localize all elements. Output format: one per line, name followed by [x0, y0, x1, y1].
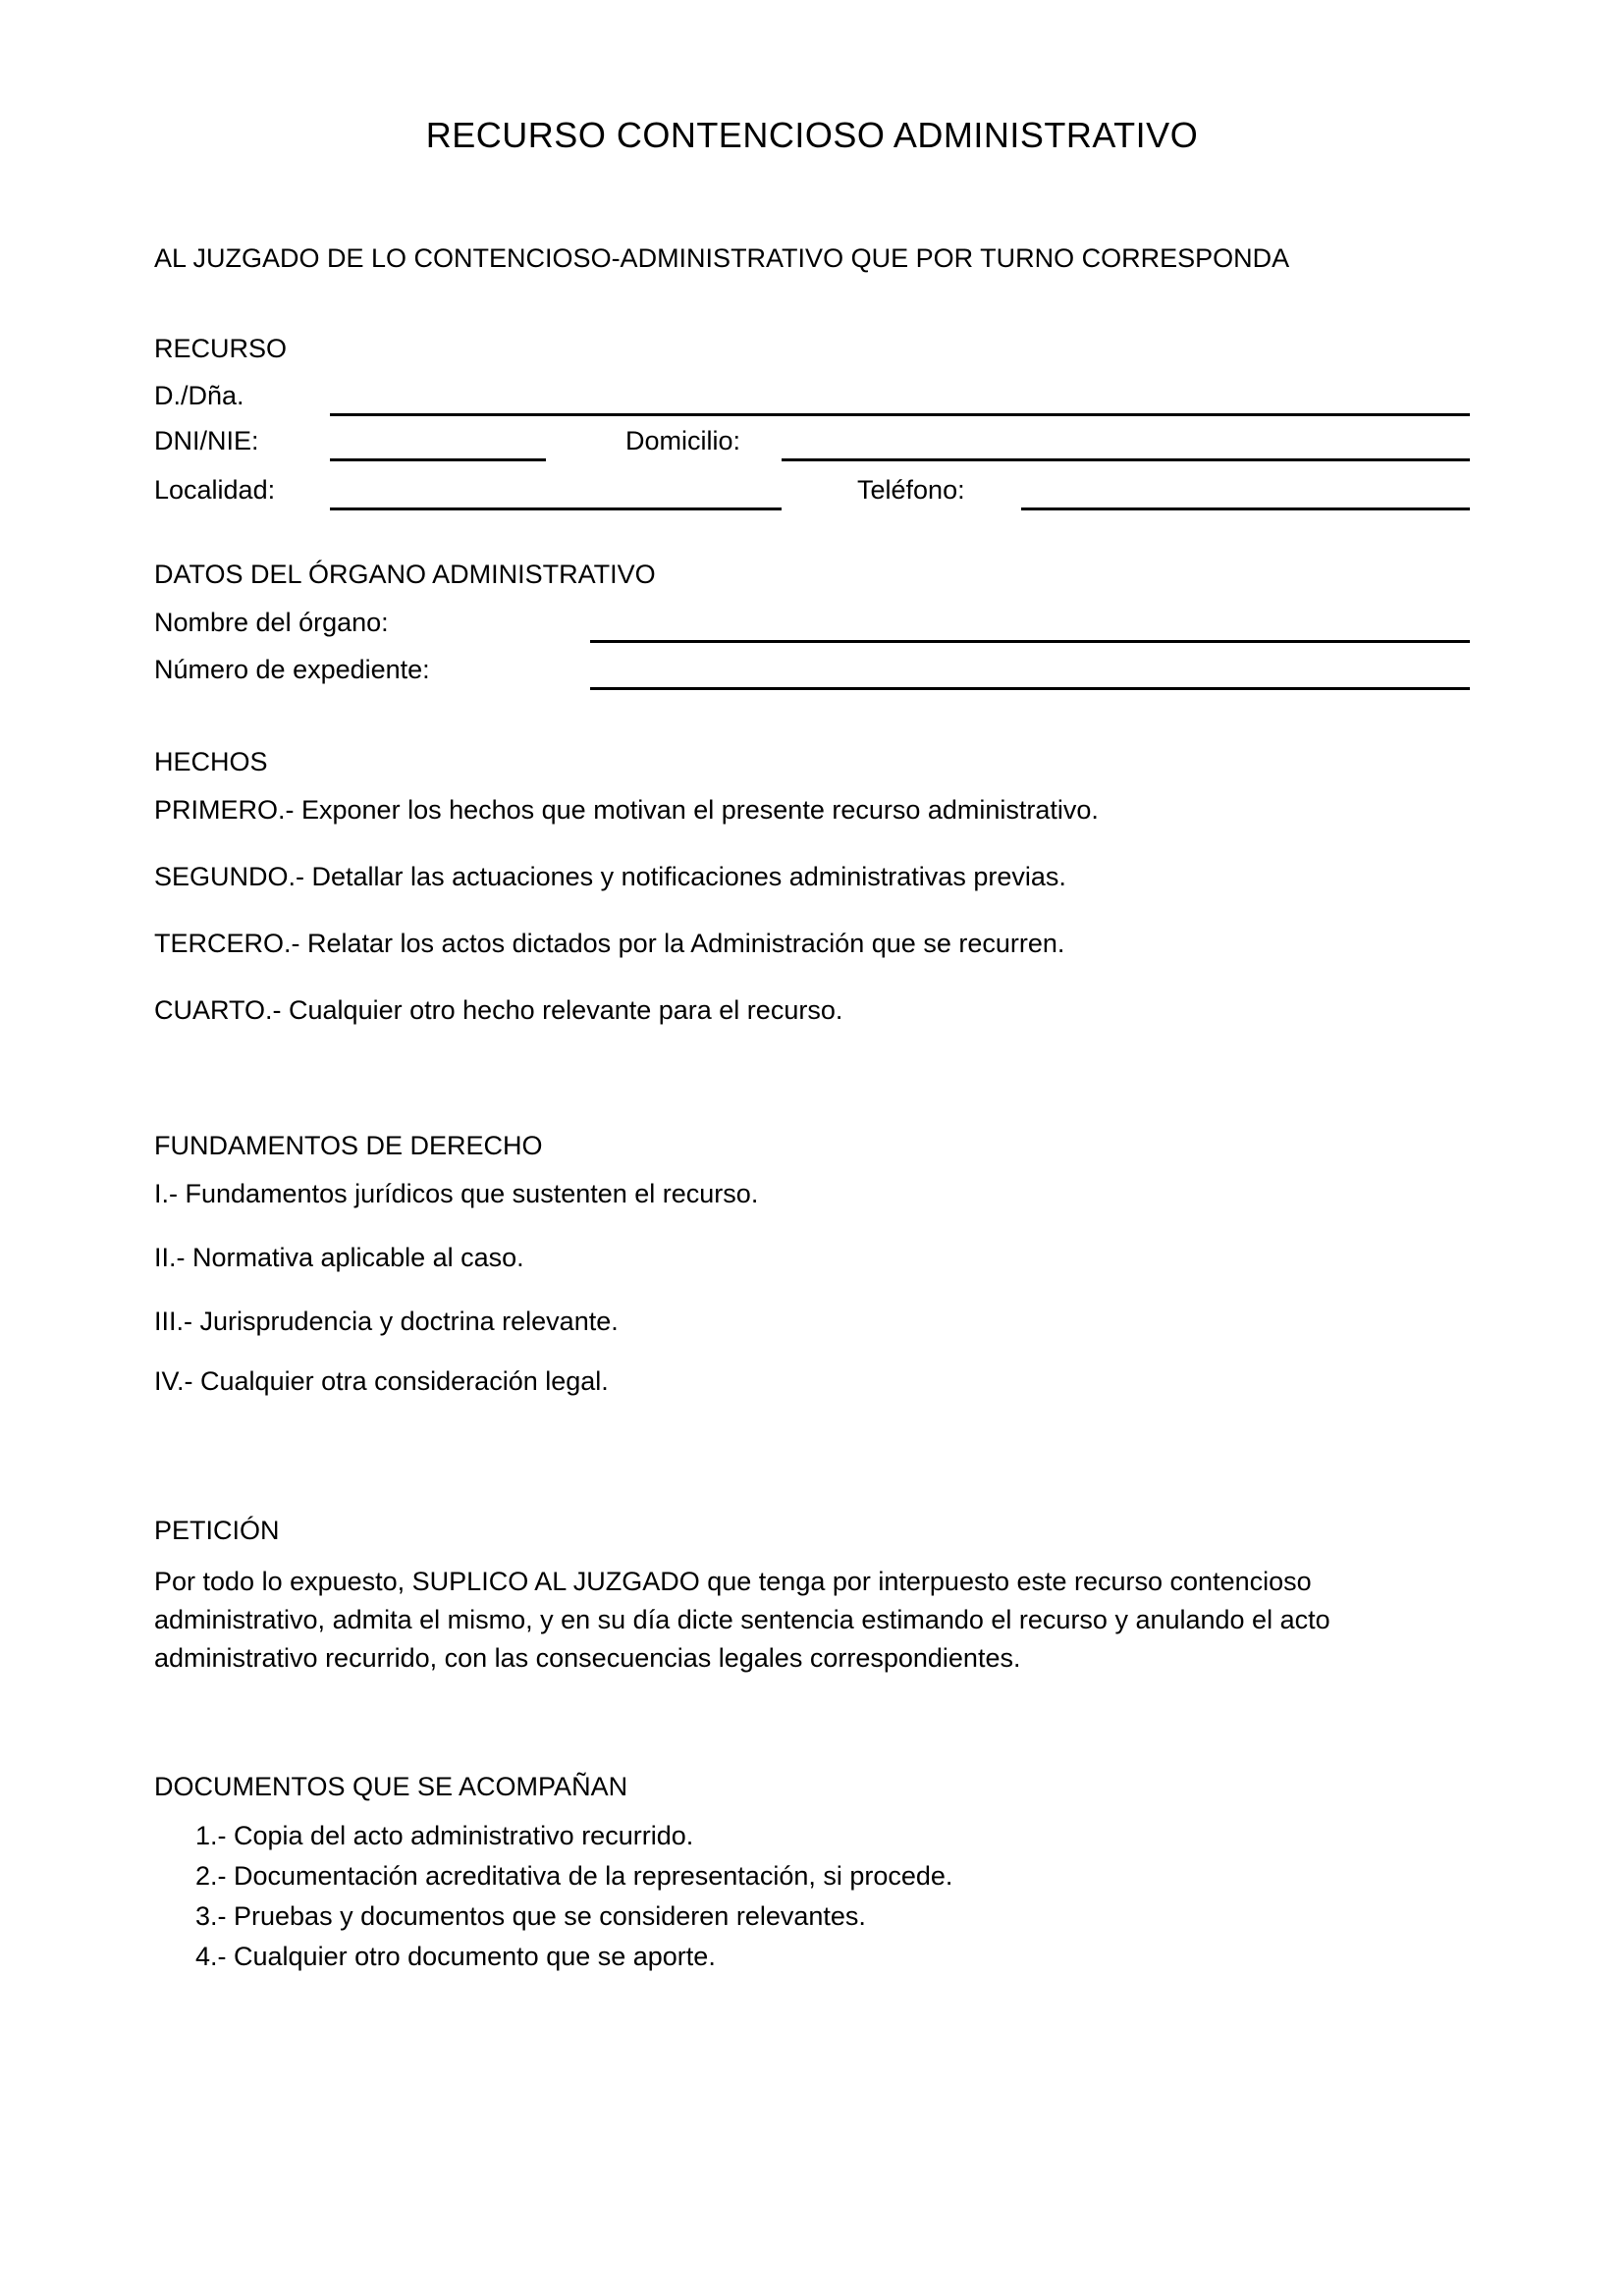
domicilio-field-label: Domicilio:	[625, 426, 741, 455]
dni-domicilio-field-row	[154, 424, 1470, 457]
dni-field-line[interactable]	[330, 458, 546, 461]
expediente-line[interactable]	[590, 687, 1470, 690]
localidad-field-label: Localidad:	[154, 475, 276, 505]
organo-nombre-field-row	[154, 606, 1470, 639]
expediente-field-row	[154, 653, 1470, 686]
fundamentos-item-4: IV.- Cualquier otra consideración legal.	[154, 1366, 609, 1396]
hechos-heading: HECHOS	[154, 747, 268, 776]
recurso-heading: RECURSO	[154, 334, 288, 363]
documentos-item-3: 3.- Pruebas y documentos que se consideren relevantes.	[195, 1901, 866, 1931]
documentos-item-1: 1.- Copia del acto administrativo recurrido.	[195, 1821, 694, 1850]
telefono-field-line[interactable]	[1021, 507, 1470, 510]
expediente-label: Número de expediente:	[154, 655, 430, 684]
hechos-item-primero: PRIMERO.- Exponer los hechos que motivan el presente recurso administrativo.	[154, 795, 1099, 825]
telefono-field-label: Teléfono:	[857, 475, 965, 505]
organo-heading: DATOS DEL ÓRGANO ADMINISTRATIVO	[154, 560, 656, 589]
fundamentos-item-3: III.- Jurisprudencia y doctrina relevante.	[154, 1307, 619, 1336]
documentos-heading: DOCUMENTOS QUE SE ACOMPAÑAN	[154, 1772, 628, 1801]
fundamentos-item-1: I.- Fundamentos jurídicos que sustenten el recurso.	[154, 1179, 759, 1208]
hechos-item-segundo: SEGUNDO.- Detallar las actuaciones y notificaciones administrativas previas.	[154, 862, 1066, 891]
hechos-item-tercero: TERCERO.- Relatar los actos dictados por la Administración que se recurren.	[154, 929, 1065, 958]
documentos-list	[154, 1816, 1470, 1977]
hechos-item-cuarto: CUARTO.- Cualquier otro hecho relevante para el recurso.	[154, 995, 843, 1025]
documentos-item-2: 2.- Documentación acreditativa de la representación, si procede.	[195, 1861, 953, 1891]
addressee-line: AL JUZGADO DE LO CONTENCIOSO-ADMINISTRATIVO QUE POR TURNO CORRESPONDA	[154, 243, 1290, 273]
peticion-body: Por todo lo expuesto, SUPLICO AL JUZGADO que tenga por interpuesto este recurso contencioso administrativo, admita el mismo, y en su día dicte sentencia estimando el recurso y anulando el acto administrativo recurrido, con las consecuencias legales correspondientes.	[154, 1567, 1330, 1673]
document-title: RECURSO CONTENCIOSO ADMINISTRATIVO	[425, 115, 1199, 155]
dni-field-label: DNI/NIE:	[154, 426, 259, 455]
localidad-field-line[interactable]	[330, 507, 782, 510]
documentos-item-4: 4.- Cualquier otro documento que se aporte.	[195, 1942, 716, 1971]
name-field-label: D./Dña.	[154, 381, 244, 410]
fundamentos-item-2: II.- Normativa aplicable al caso.	[154, 1243, 524, 1272]
localidad-telefono-field-row	[154, 473, 1470, 507]
peticion-heading: PETICIÓN	[154, 1516, 280, 1545]
name-field-line[interactable]	[330, 413, 1470, 416]
domicilio-field-line[interactable]	[782, 458, 1470, 461]
fundamentos-heading: FUNDAMENTOS DE DERECHO	[154, 1131, 543, 1160]
organo-nombre-line[interactable]	[590, 640, 1470, 643]
name-field-row	[154, 379, 1470, 412]
organo-nombre-label: Nombre del órgano:	[154, 608, 389, 637]
